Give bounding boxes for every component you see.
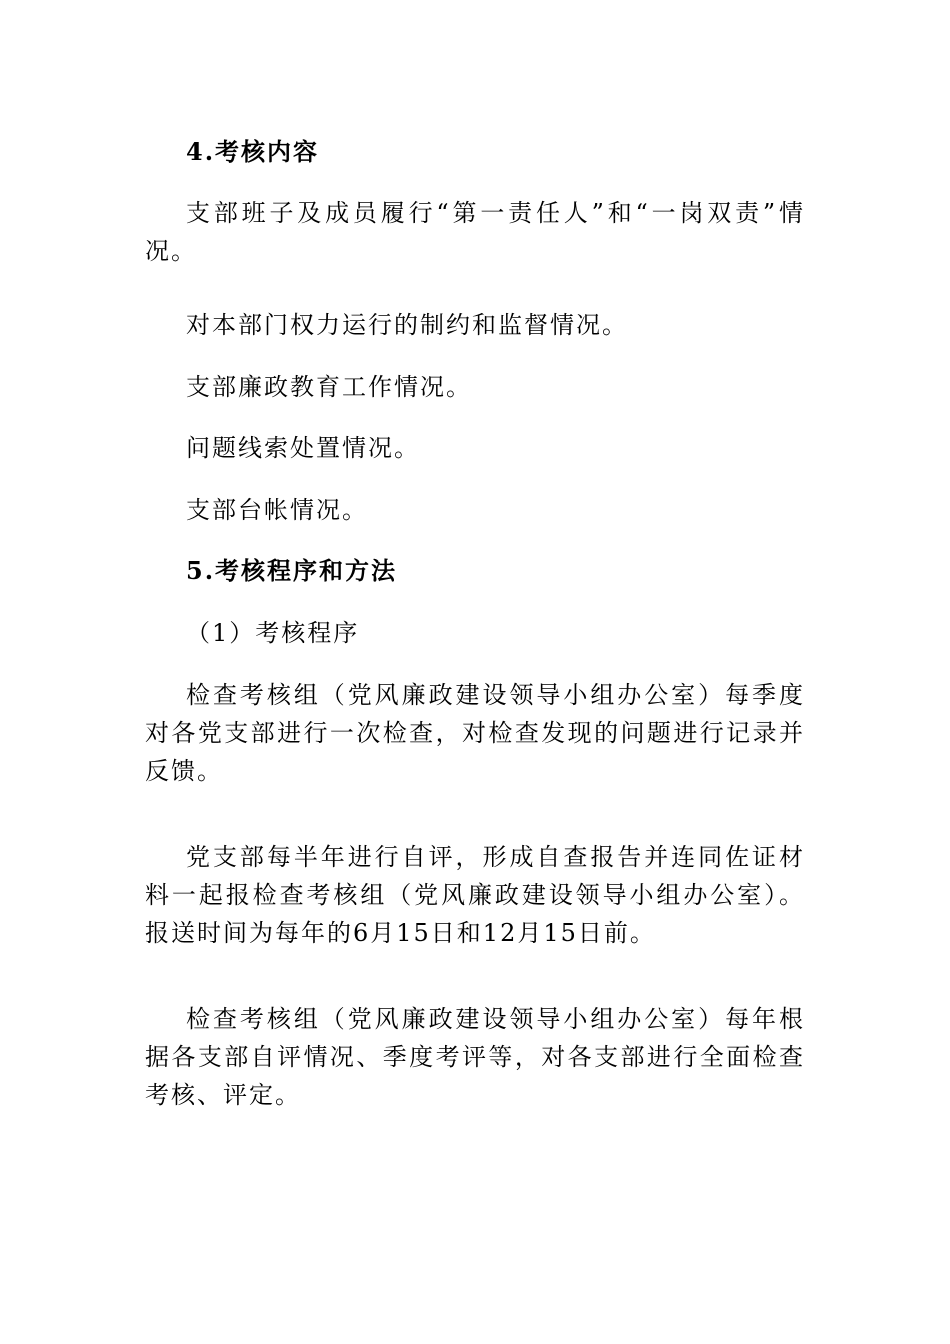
paragraph-ledger: 支部台帐情况。 [186, 496, 368, 524]
paragraph-responsibility: 支部班子及成员履行“第一责任人”和“一岗双责”情况。 [145, 199, 805, 265]
section-heading-5: 5.考核程序和方法 [186, 556, 398, 585]
paragraph-clue-handling: 问题线索处置情况。 [186, 434, 420, 462]
subheading-procedure: （1）考核程序 [186, 619, 360, 647]
paragraph-power-supervision: 对本部门权力运行的制约和监督情况。 [186, 311, 628, 339]
paragraph-quarterly-check: 检查考核组（党风廉政建设领导小组办公室）每季度对各党支部进行一次检查，对检查发现的问题进行记录并反馈。 [145, 681, 805, 785]
paragraph-integrity-education: 支部廉政教育工作情况。 [186, 373, 472, 401]
paragraph-self-evaluation: 党支部每半年进行自评，形成自查报告并连同佐证材料一起报检查考核组（党风廉政建设领导小组办公室）。报送时间为每年的6月15日和12月15日前。 [145, 843, 805, 947]
section-heading-4: 4.考核内容 [186, 137, 320, 166]
paragraph-annual-assessment: 检查考核组（党风廉政建设领导小组办公室）每年根据各支部自评情况、季度考评等，对各支部进行全面检查考核、评定。 [145, 1005, 805, 1109]
